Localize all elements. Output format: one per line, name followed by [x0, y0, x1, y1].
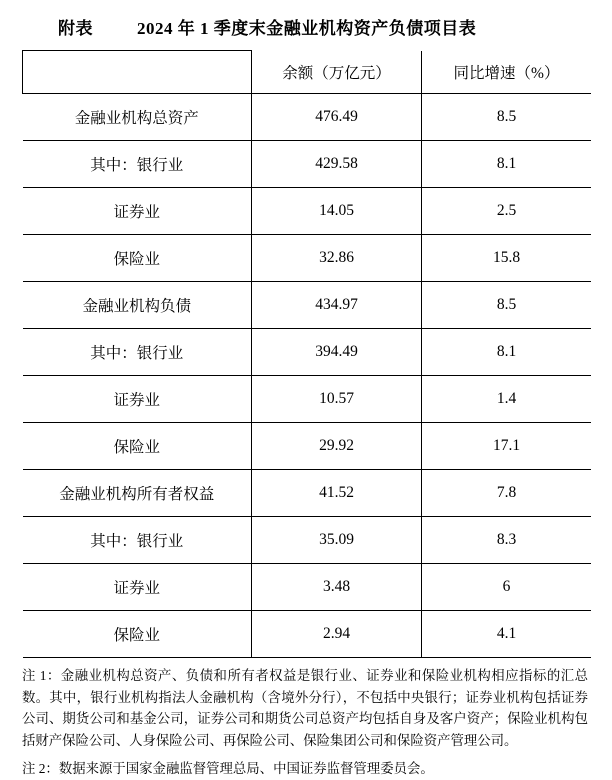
row-label: 其中：银行业 — [23, 141, 252, 188]
row-balance: 41.52 — [252, 470, 422, 517]
row-growth: 8.5 — [422, 94, 592, 141]
page-title — [22, 0, 590, 39]
row-label: 保险业 — [23, 235, 252, 282]
row-label: 证券业 — [23, 376, 252, 423]
note-1: 注 1：金融业机构总资产、负债和所有者权益是银行业、证券业和保险业机构相应指标的汇总数。其中，银行业机构指法人金融机构（含境外分行），不包括中央银行；证券业机构包括证券公司、期货公司和基金公司，证券公司和期货公司总资产均包括自身及客户资产；保险业机构包括财产保险公司、人身保险公司、再保险公司、保险集团公司和保险资产管理公司。 — [22, 668, 588, 749]
table-number-label: 附表 — [58, 19, 93, 38]
row-label: 其中：银行业 — [23, 517, 252, 564]
row-balance: 32.86 — [252, 235, 422, 282]
row-balance: 2.94 — [252, 611, 422, 658]
table-body — [23, 51, 592, 658]
row-label: 金融业机构所有者权益 — [23, 470, 252, 517]
row-label: 其中：银行业 — [23, 329, 252, 376]
table-row — [23, 376, 592, 423]
row-growth: 2.5 — [422, 188, 592, 235]
row-growth: 8.1 — [422, 141, 592, 188]
table-row — [23, 235, 592, 282]
header-cell-growth: 同比增速（%） — [422, 51, 592, 94]
table-row — [23, 470, 592, 517]
header-cell-empty — [23, 51, 252, 94]
table-row — [23, 282, 592, 329]
row-label: 金融业机构总资产 — [23, 94, 252, 141]
row-balance: 434.97 — [252, 282, 422, 329]
row-balance: 394.49 — [252, 329, 422, 376]
table-row — [23, 188, 592, 235]
row-growth: 6 — [422, 564, 592, 611]
table-row — [23, 517, 592, 564]
table-row — [23, 141, 592, 188]
note-2: 注 2：数据来源于国家金融监督管理总局、中国证券监督管理委员会。 — [22, 760, 434, 776]
table-header-row — [23, 51, 592, 94]
row-balance: 429.58 — [252, 141, 422, 188]
row-growth: 17.1 — [422, 423, 592, 470]
row-label: 金融业机构负债 — [23, 282, 252, 329]
table-row — [23, 94, 592, 141]
table-notes — [22, 665, 588, 780]
row-label: 保险业 — [23, 423, 252, 470]
row-balance: 35.09 — [252, 517, 422, 564]
table-row — [23, 611, 592, 658]
table-title-text: 2024 年 1 季度末金融业机构资产负债项目表 — [137, 19, 477, 38]
header-cell-balance: 余额（万亿元） — [252, 51, 422, 94]
row-growth: 15.8 — [422, 235, 592, 282]
table-row — [23, 329, 592, 376]
row-growth: 4.1 — [422, 611, 592, 658]
row-growth: 7.8 — [422, 470, 592, 517]
row-balance: 476.49 — [252, 94, 422, 141]
row-label: 证券业 — [23, 564, 252, 611]
row-growth: 8.1 — [422, 329, 592, 376]
row-label: 保险业 — [23, 611, 252, 658]
row-growth: 8.3 — [422, 517, 592, 564]
row-balance: 29.92 — [252, 423, 422, 470]
row-balance: 3.48 — [252, 564, 422, 611]
row-balance: 14.05 — [252, 188, 422, 235]
row-balance: 10.57 — [252, 376, 422, 423]
table-row — [23, 564, 592, 611]
financial-table — [22, 50, 591, 658]
row-label: 证券业 — [23, 188, 252, 235]
table-row — [23, 423, 592, 470]
row-growth: 8.5 — [422, 282, 592, 329]
row-growth: 1.4 — [422, 376, 592, 423]
